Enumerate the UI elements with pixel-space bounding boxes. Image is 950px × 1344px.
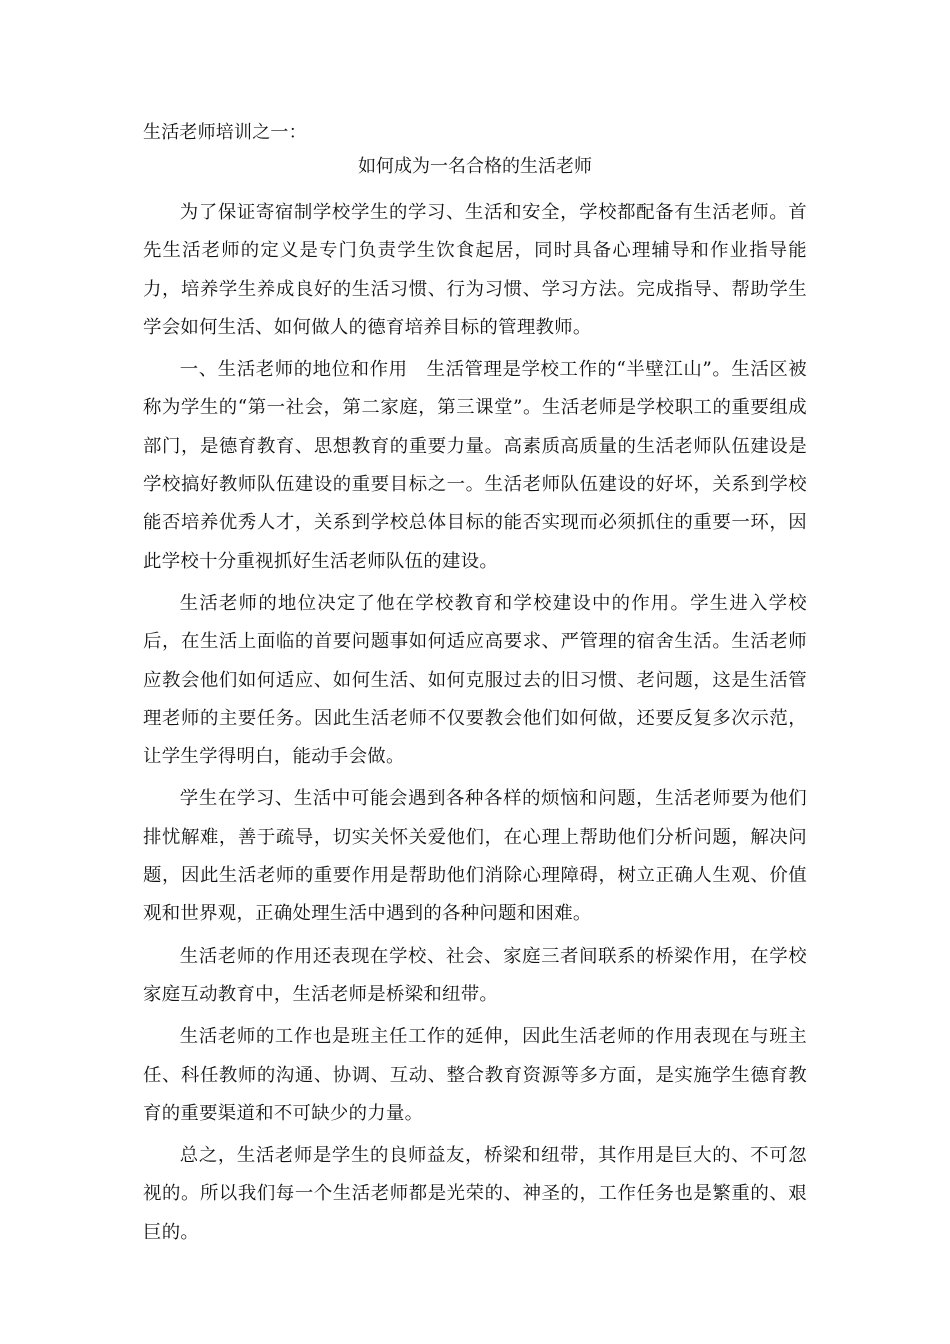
document-title: 如何成为一名合格的生活老师 [358, 156, 592, 177]
paragraph-intro: 为了保证寄宿制学校学生的学习、生活和安全，学校都配备有生活老师。首先生活老师的定义是专门负责学生饮食起居，同时具备心理辅导和作业指导能力，培养学生养成良好的生活习惯、行为习惯、学习方法。完成指导、帮助学生学会如何生活、如何做人的德育培养目标的管理教师。 [143, 202, 807, 338]
paragraph-section-1: 一、生活老师的地位和作用 生活管理是学校工作的“半壁江山”。生活区被称为学生的“第一社会，第二家庭，第三课堂”。生活老师是学校职工的重要组成部门，是德育教育、思想教育的重要力量。高素质高质量的生活老师队伍建设是学校搞好教师队伍建设的重要目标之一。生活老师队伍建设的好坏，关系到学校能否培养优秀人才，关系到学校总体目标的能否实现而必须抓住的重要一环，因此学校十分重视抓好生活老师队伍的建设。 [143, 359, 807, 572]
paragraph-psychological-support: 学生在学习、生活中可能会遇到各种各样的烦恼和问题，生活老师要为他们排忧解难，善于疏导，切实关怀关爱他们，在心理上帮助他们分析问题，解决问题，因此生活老师的重要作用是帮助他们消除心理障碍，树立正确人生观、价值观和世界观，正确处理生活中遇到的各种问题和困难。 [143, 788, 807, 925]
paragraph-role-position: 生活老师的地位决定了他在学校教育和学校建设中的作用。学生进入学校后，在生活上面临的首要问题事如何适应高要求、严管理的宿舍生活。生活老师应教会他们如何适应、如何生活、如何克服过去的旧习惯、老问题，这是生活管理老师的主要任务。因此生活老师不仅要教会他们如何做，还要反复多次示范，让学生学得明白，能动手会做。 [143, 592, 807, 768]
paragraph-bridge-role: 生活老师的作用还表现在学校、社会、家庭三者间联系的桥梁作用，在学校家庭互动教育中，生活老师是桥梁和纽带。 [143, 945, 807, 1005]
paragraph-extension: 生活老师的工作也是班主任工作的延伸，因此生活老师的作用表现在与班主任、科任教师的沟通、协调、互动、整合教育资源等多方面，是实施学生德育教育的重要渠道和不可缺少的力量。 [143, 1026, 807, 1124]
document-body [143, 118, 807, 1256]
series-heading: 生活老师培训之一： [143, 122, 307, 143]
paragraph-conclusion: 总之，生活老师是学生的良师益友，桥梁和纽带，其作用是巨大的、不可忽视的。所以我们每一个生活老师都是光荣的、神圣的，工作任务也是繁重的、艰巨的。 [143, 1145, 807, 1243]
